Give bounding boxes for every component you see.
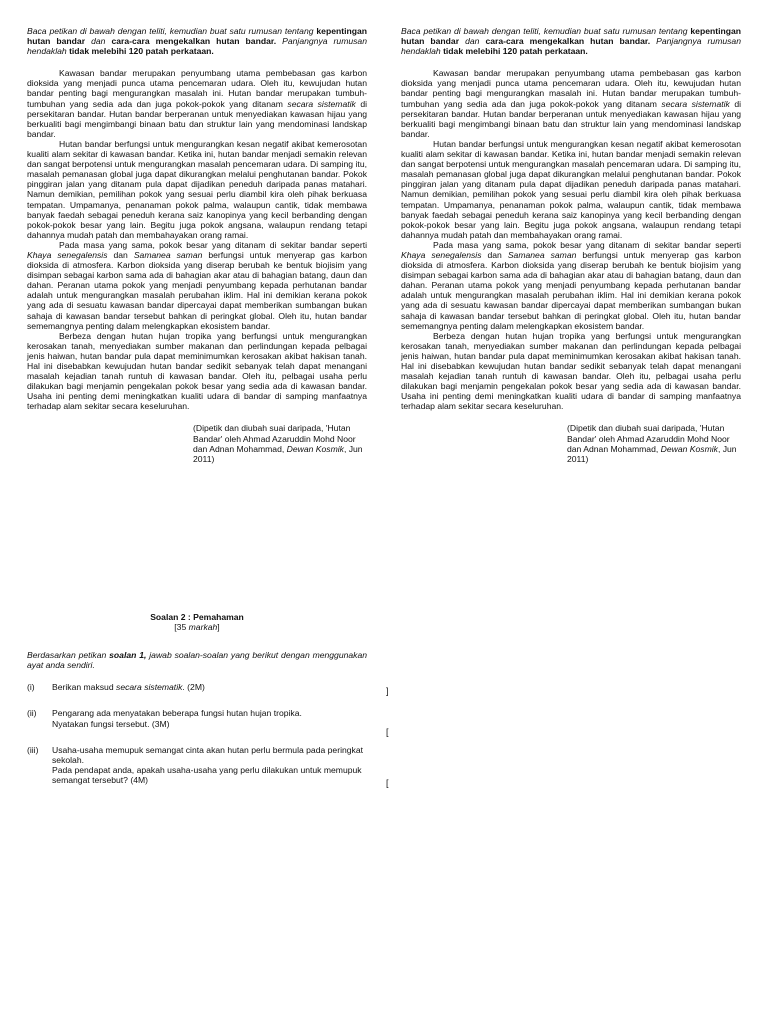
instruction-bold: cara-cara mengekalkan hutan bandar. bbox=[485, 36, 651, 47]
instruction bbox=[27, 26, 367, 56]
intro-text: Berdasarkan petikan bbox=[27, 650, 107, 661]
source-citation bbox=[193, 423, 367, 463]
instruction-text: Baca petikan di bawah dengan teliti, kemudian buat satu rumusan tentang bbox=[401, 26, 688, 36]
question-2 bbox=[27, 708, 367, 728]
question-text: Pada pendapat anda, apakah usaha-usaha yang perlu dilakukan untuk memupuk semangat tersebut? (4M) bbox=[52, 764, 362, 785]
citation-text: (Dipetik dan diubah suai daripada, 'Hutan Bandar' oleh Ahmad Azaruddin Mohd Noor dan Adnan Mohammad, bbox=[567, 423, 730, 454]
paragraph-text: dan bbox=[113, 249, 128, 260]
bracket-mark: [ bbox=[386, 778, 389, 788]
paragraph-italic: Samanea saman bbox=[133, 249, 203, 260]
instruction-bold: kepentingan hutan bandar bbox=[401, 26, 742, 47]
paragraph-text: Pada masa yang sama, pokok besar yang ditanam di sekitar bandar seperti bbox=[59, 239, 367, 250]
instruction-bold: tidak melebihi 120 patah perkataan. bbox=[69, 46, 214, 57]
passage-right-column bbox=[401, 26, 741, 464]
instruction-text: dan bbox=[91, 36, 106, 47]
question-text: Pengarang ada menyatakan beberapa fungsi hutan hujan tropika. bbox=[52, 708, 302, 719]
marks-text: ] bbox=[217, 622, 220, 633]
paragraph-2: Hutan bandar berfungsi untuk mengurangkan kesan negatif akibat kemerosotan kualiti alam sekitar di kawasan bandar. Ketika ini, hutan bandar menjadi semakin relevan dan sangat berpotensi untuk mengurangkan masalah pencemaran udara. Di samping itu, masalah pemanasan global juga dapat dikurangkan melalui penghutanan bandar. Pokok pinggiran jalan yang ditanam pula dapat dijadikan peneduh daripada panas matahari. Namun demikian, pemilihan pokok yang sesuai perlu diambil kira oleh pihak berkuasa tempatan. Umpamanya, penanaman pokok palma, walaupun cantik, tidak membawa banyak faedah sebagai peneduh kerana saiz kanopinya yang kecil berbanding dengan pokok-pokok besar yang lain. Begitu juga pokok angsana, walaupun rendang tetapi dahannya mudah patah dan membahayakan orang ramai. bbox=[27, 138, 367, 240]
question-body bbox=[52, 745, 367, 785]
instruction bbox=[401, 26, 741, 56]
paragraph-italic: Khaya senegalensis bbox=[27, 249, 108, 260]
paragraph-3 bbox=[27, 240, 367, 331]
section-title: Soalan 2 : Pemahaman bbox=[150, 612, 244, 622]
paragraph-4: Berbeza dengan hutan hujan tropika yang berfungsi untuk mengurangkan kerosakan tanah, menyediakan sumber makanan dan perlindungan kepada pelbagai jenis haiwan, hutan bandar pula dapat meminimumkan kerosakan akibat hakisan tanah. Hal ini disebabkan kewujudan hutan bandar sedikit sebanyak telah dapat menangani masalah kejadian tanah runtuh di kawasan bandar. Oleh itu, pelbagai usaha perlu dilakukan bagi menjamin pengekalan pokok besar yang sedia ada di kawasan bandar. Usaha ini penting demi meningkatkan kualiti udara di bandar di samping manfaatnya terhadap alam sekitar secara keseluruhan. bbox=[27, 330, 367, 412]
question-number: (iii) bbox=[27, 744, 39, 755]
paragraph-4: Berbeza dengan hutan hujan tropika yang berfungsi untuk mengurangkan kerosakan tanah, menyediakan sumber makanan dan perlindungan kepada pelbagai jenis haiwan, hutan bandar pula dapat meminimumkan kerosakan akibat hakisan tanah. Hal ini disebabkan kewujudan hutan bandar sedikit sebanyak telah dapat menangani masalah kejadian tanah runtuh di kawasan bandar. Oleh itu, pelbagai usaha perlu dilakukan bagi menjamin pengekalan pokok besar yang sedia ada di kawasan bandar. Usaha ini penting demi meningkatkan kualiti udara di bandar di samping manfaatnya terhadap alam sekitar secara keseluruhan. bbox=[401, 330, 741, 412]
question-part: Berikan maksud bbox=[52, 682, 114, 693]
question-text: Usaha-usaha memupuk semangat cinta akan hutan perlu bermula pada peringkat sekolah. bbox=[52, 744, 363, 765]
paragraph-text: di persekitaran bandar. Hutan bandar berperanan untuk menyediakan kawasan hijau yang berkualiti bagi mengimbangi binaan batu dan struktur lain yang mendominasi landskap bandar. bbox=[401, 98, 742, 139]
paragraph-text: Kawasan bandar merupakan penyumbang utama pembebasan gas karbon dioksida yang menjadi punca utama pencemaran udara. Oleh itu, kewujudan hutan bandar penting bagi mengurangkan masalah ini. Hutan bandar merupakan tumbuh-tumbuhan yang sedia ada dan juga pokok-pokok yang ditanam bbox=[401, 68, 741, 109]
paragraph-text: Pada masa yang sama, pokok besar yang ditanam di sekitar bandar seperti bbox=[433, 239, 741, 250]
paragraph-italic: secara sistematik bbox=[661, 98, 730, 109]
marks-label bbox=[27, 622, 367, 632]
paragraph-italic: Samanea saman bbox=[507, 249, 577, 260]
paragraph-italic: secara sistematik bbox=[287, 98, 356, 109]
paragraph-text: di persekitaran bandar. Hutan bandar berperanan untuk menyediakan kawasan hijau yang berkualiti bagi mengimbangi binaan batu dan struktur lain yang mendominasi landskap bandar. bbox=[27, 98, 368, 139]
instruction-text: Baca petikan di bawah dengan teliti, kemudian buat satu rumusan tentang bbox=[27, 26, 314, 36]
paragraph-italic: Khaya senegalensis bbox=[401, 249, 482, 260]
intro-bold: soalan 1, bbox=[109, 650, 147, 661]
instruction-text: Panjangnya rumusan hendaklah bbox=[401, 36, 741, 57]
paragraph-text: berfungsi untuk menyerap gas karbon dioksida di atmosfera. Karbon dioksida yang diserap berubah ke bentuk biojisim yang disimpan sebagai karbon sama ada di bahagian akar atau di bahagian batang, daun dan dahan. Peranan utama pokok yang menjadi penyumbang kepada perhutanan bandar adalah untuk mengurangkan masalah perubahan iklim. Hal ini demikian kerana pokok yang ada di sesuatu kawasan bandar dipercayai dapat memberikan sumbangan bukan sahaja di kawasan bandar tersebut bahkan di peringkat global. Oleh itu, hutan bandar sememangnya penting dalam melengkapkan ekosistem bandar. bbox=[27, 249, 368, 331]
paragraph-text: berfungsi untuk menyerap gas karbon dioksida di atmosfera. Karbon dioksida yang diserap berubah ke bentuk biojisim yang disimpan sebagai karbon sama ada di bahagian akar atau di bahagian batang, daun dan dahan. Peranan utama pokok yang menjadi penyumbang kepada perhutanan bandar adalah untuk mengurangkan masalah perubahan iklim. Hal ini demikian kerana pokok yang ada di sesuatu kawasan bandar dipercayai dapat memberikan sumbangan bukan sahaja di kawasan bandar tersebut bahkan di peringkat global. Oleh itu, hutan bandar sememangnya penting dalam melengkapkan ekosistem bandar. bbox=[401, 249, 742, 331]
citation-text: , Jun 2011) bbox=[193, 443, 363, 464]
paragraph-1 bbox=[27, 68, 367, 139]
bracket-mark: ] bbox=[386, 686, 389, 696]
question-text: Nyatakan fungsi tersebut. (3M) bbox=[52, 718, 170, 729]
paragraph-1 bbox=[401, 68, 741, 139]
paragraph-2: Hutan bandar berfungsi untuk mengurangkan kesan negatif akibat kemerosotan kualiti alam sekitar di kawasan bandar. Ketika ini, hutan bandar menjadi semakin relevan dan sangat berpotensi untuk mengurangkan masalah pencemaran udara. Di samping itu, masalah pemanasan global juga dapat dikurangkan melalui penghutanan bandar. Pokok pinggiran jalan yang ditanam pula dapat dijadikan peneduh daripada panas matahari. Namun demikian, pemilihan pokok yang sesuai perlu diambil kira oleh pihak berkuasa tempatan. Umpamanya, penanaman pokok palma, walaupun cantik, tidak membawa banyak faedah sebagai peneduh kerana saiz kanopinya yang kecil berbanding dengan pokok-pokok besar yang lain. Begitu juga pokok angsana, walaupun rendang tetapi dahannya mudah patah dan membahayakan orang ramai. bbox=[401, 138, 741, 240]
source-citation bbox=[567, 423, 741, 463]
questions-section bbox=[27, 612, 367, 801]
marks-italic: markah bbox=[188, 622, 218, 633]
citation-text: (Dipetik dan diubah suai daripada, 'Hutan Bandar' oleh Ahmad Azaruddin Mohd Noor dan Adnan Mohammad, bbox=[193, 423, 356, 454]
citation-italic: Dewan Kosmik bbox=[286, 443, 344, 454]
question-number: (i) bbox=[27, 682, 35, 693]
question-body bbox=[52, 708, 367, 728]
question-italic: secara sistematik bbox=[116, 682, 183, 693]
instruction-text: Panjangnya rumusan hendaklah bbox=[27, 36, 367, 57]
instruction-bold: tidak melebihi 120 patah perkataan. bbox=[443, 46, 588, 57]
paragraph-3 bbox=[401, 240, 741, 331]
instruction-bold: kepentingan hutan bandar bbox=[27, 26, 368, 47]
marks-text: [35 bbox=[174, 622, 187, 633]
question-text bbox=[52, 682, 367, 692]
questions-intro bbox=[27, 650, 367, 670]
passage-left-column bbox=[27, 26, 367, 464]
instruction-text: dan bbox=[465, 36, 480, 47]
question-number: (ii) bbox=[27, 708, 37, 719]
question-1 bbox=[27, 682, 367, 692]
question-body bbox=[52, 682, 367, 692]
instruction-bold: cara-cara mengekalkan hutan bandar. bbox=[111, 36, 277, 47]
paragraph-text: dan bbox=[487, 249, 502, 260]
intro-text: jawab soalan-soalan yang berikut dengan menggunakan ayat anda sendiri. bbox=[27, 650, 368, 671]
citation-text: , Jun 2011) bbox=[567, 443, 737, 464]
paragraph-text: Kawasan bandar merupakan penyumbang utama pembebasan gas karbon dioksida yang menjadi punca utama pencemaran udara. Oleh itu, kewujudan hutan bandar penting bagi mengurangkan masalah ini. Hutan bandar merupakan tumbuh-tumbuhan yang sedia ada dan juga pokok-pokok yang ditanam bbox=[27, 68, 367, 109]
question-part: . (2M) bbox=[182, 682, 205, 693]
bracket-mark: [ bbox=[386, 727, 389, 737]
question-3 bbox=[27, 745, 367, 785]
citation-italic: Dewan Kosmik bbox=[660, 443, 718, 454]
